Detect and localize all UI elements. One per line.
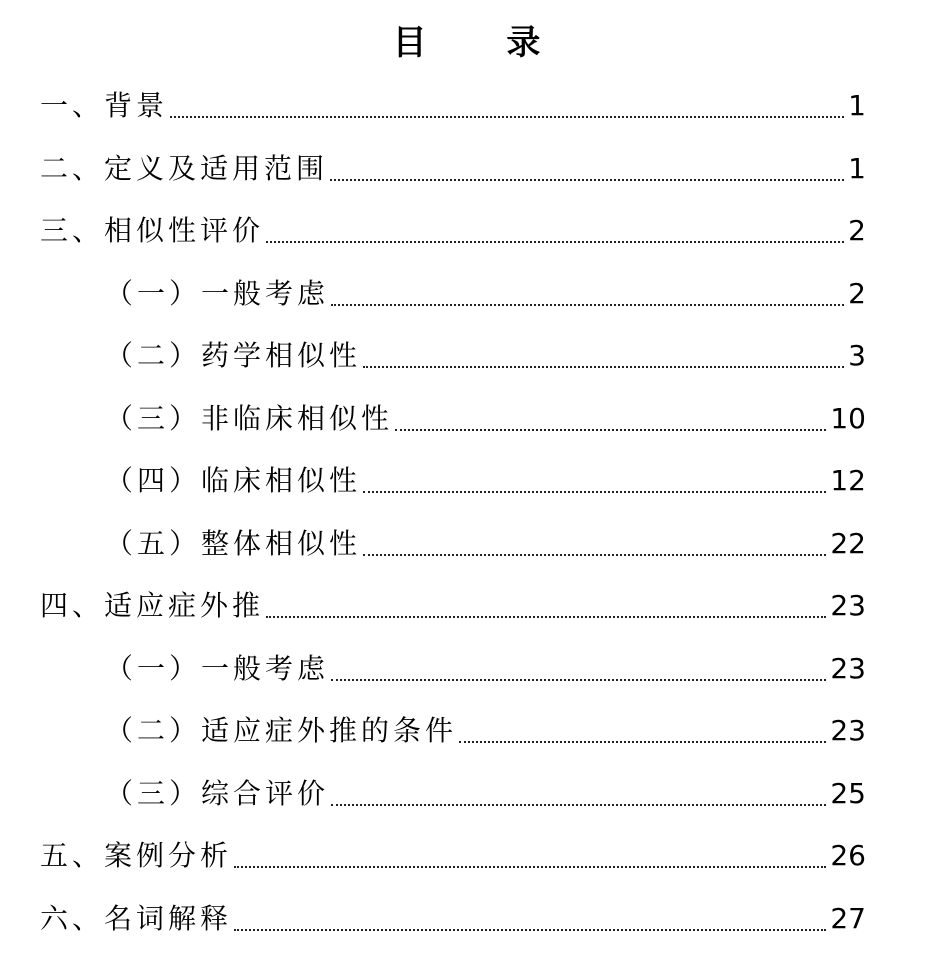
toc-entry[interactable] [0,888,933,951]
toc-page-number[interactable]: 23 [830,651,866,685]
toc-subentry[interactable] [0,325,933,388]
toc-subentry[interactable] [0,513,933,576]
toc-entry[interactable] [0,138,933,201]
dot-leader [266,241,844,243]
toc-entry-number: （四） [105,464,202,497]
toc-page-number[interactable]: 26 [830,839,866,872]
dot-leader [330,179,844,181]
toc-entry-text[interactable]: 整体相似性 [201,526,362,560]
toc-entry-number: 三、 [40,214,105,247]
toc-entry-number: （一） [105,651,202,685]
dot-leader [363,366,844,368]
toc-entry-number: 六、 [40,901,105,935]
toc-entry[interactable] [0,825,933,888]
toc-page-number[interactable]: 1 [848,151,866,185]
toc-page-number[interactable]: 1 [848,89,866,122]
toc-entry-number: 五、 [40,839,105,872]
toc-entry-text[interactable]: 适应症外推的条件 [201,714,458,747]
toc-entry-number: （五） [105,526,202,560]
toc-entry-number: 一、 [40,89,105,122]
toc-page-number[interactable]: 10 [830,401,866,435]
toc-entry[interactable] [0,575,933,638]
toc-list [0,75,933,950]
toc-entry-text[interactable]: 相似性评价 [104,214,265,247]
dot-leader [363,554,826,556]
toc-entry-text[interactable]: 一般考虑 [201,651,330,685]
dot-leader [395,429,826,431]
toc-entry-text[interactable]: 适应症外推 [104,589,265,622]
toc-entry-number: （一） [105,276,202,310]
toc-page-number[interactable]: 27 [830,901,866,935]
dot-leader [266,616,826,618]
dot-leader [331,804,826,806]
toc-subentry[interactable] [0,638,933,701]
dot-leader [234,866,826,868]
toc-entry[interactable] [0,75,933,138]
toc-entry-text[interactable]: 综合评价 [201,776,330,810]
dot-leader [331,304,844,306]
toc-entry-text[interactable]: 案例分析 [104,839,233,872]
toc-entry-text[interactable]: 定义及适用范围 [104,151,329,185]
toc-entry-text[interactable]: 非临床相似性 [201,401,394,435]
toc-entry-text[interactable]: 一般考虑 [201,276,330,310]
toc-subentry[interactable] [0,450,933,513]
toc-entry[interactable] [0,200,933,263]
dot-leader [234,929,826,931]
toc-entry-text[interactable]: 背景 [104,89,169,122]
dot-leader [331,679,826,681]
toc-subentry[interactable] [0,763,933,826]
toc-page-number[interactable]: 23 [830,589,866,622]
toc-entry-number: （二） [105,339,202,372]
toc-entry-text[interactable]: 药学相似性 [201,339,362,372]
toc-entry-number: （三） [105,401,202,435]
toc-page-number[interactable]: 22 [830,526,866,560]
dot-leader [459,741,826,743]
toc-subentry[interactable] [0,263,933,326]
toc-subentry[interactable] [0,700,933,763]
toc-entry-number: 二、 [40,151,105,185]
toc-page-number[interactable]: 12 [830,464,866,497]
toc-entry-number: 四、 [40,589,105,622]
toc-entry-text[interactable]: 临床相似性 [201,464,362,497]
toc-page-number[interactable]: 25 [830,776,866,810]
toc-entry-number: （二） [105,714,202,747]
toc-entry-text[interactable]: 名词解释 [104,901,233,935]
toc-page-number[interactable]: 3 [848,339,866,372]
toc-page-number[interactable]: 2 [848,276,866,310]
dot-leader [363,491,826,493]
dot-leader [170,116,844,118]
toc-title: 目 录 [392,23,575,63]
toc-page-number[interactable]: 23 [830,714,866,747]
toc-entry-number: （三） [105,776,202,810]
toc-page-number[interactable]: 2 [848,214,866,247]
toc-subentry[interactable] [0,388,933,451]
